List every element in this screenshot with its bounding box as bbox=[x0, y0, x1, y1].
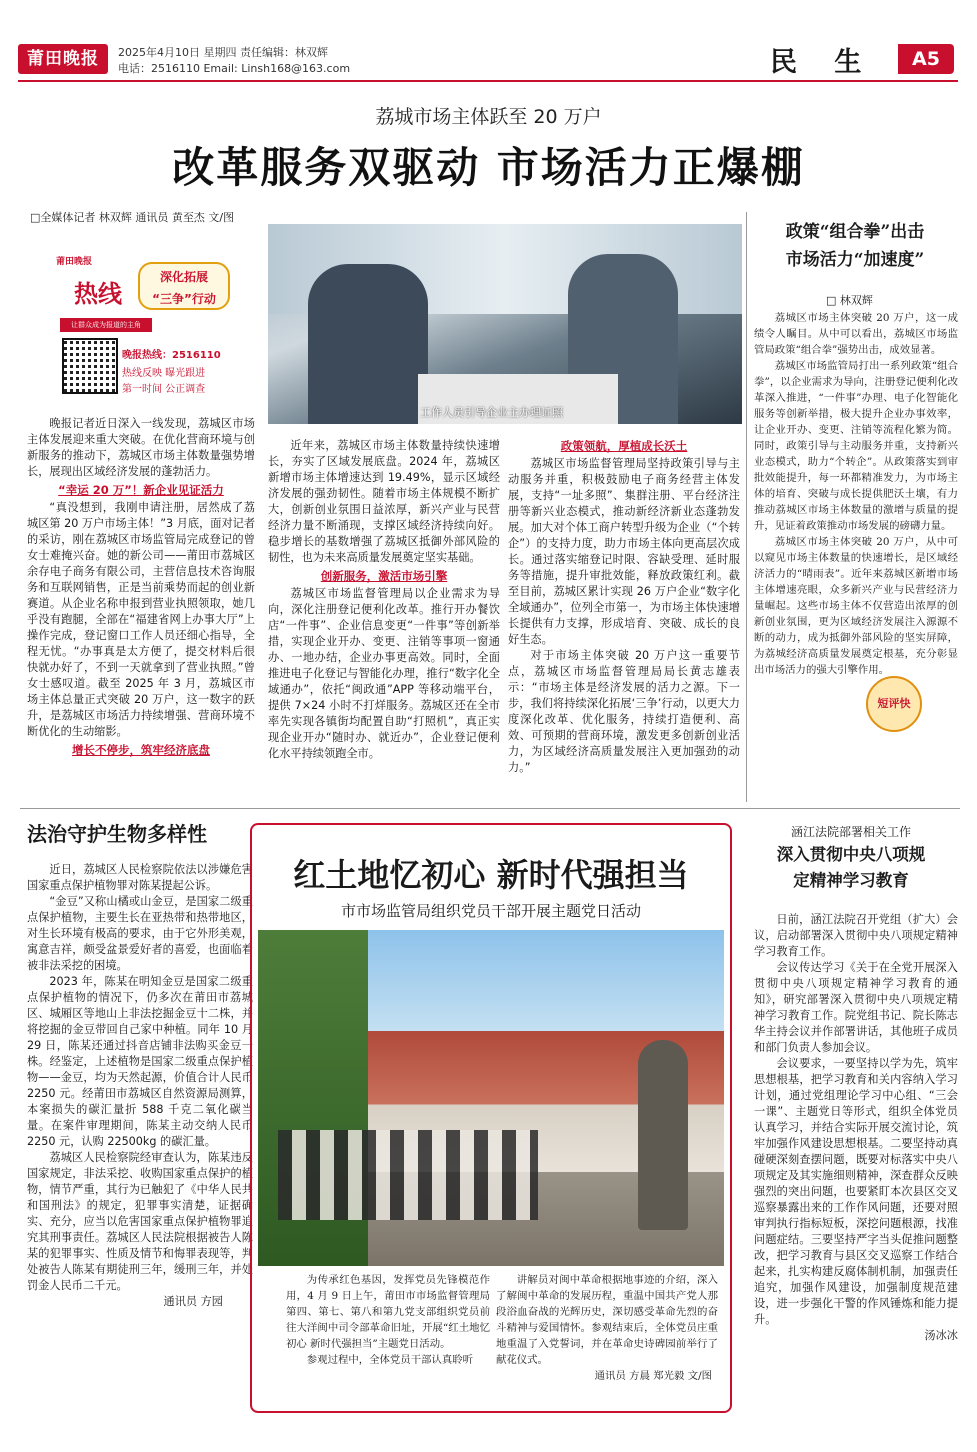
paragraph: 日前，涵江法院召开党组（扩大）会议，启动部署深入贯彻中央八项规定精神学习教育工作。 bbox=[754, 913, 958, 958]
section-name: 民 生 bbox=[770, 47, 876, 78]
hotline-phone: 晚报热线：2516110 bbox=[122, 350, 221, 361]
paragraph: 荔城区市场主体突破 20 万户，从中可以窥见市场主体数量的快速增长，是区域经济活力的“晴雨表”。近年来荔城区新增市场主体增速亮眼，众多新兴产业与民营经济力量崛起。这些市场主体不仅营造出浓厚的创新创业氛围，更为区域经济发展注入源源不断的动力，成为抵御外部风险的坚实屏障，为荔城经济高质量发展奠定根基，充分彰显出市场活力的强大引擎作用。 bbox=[754, 536, 958, 676]
article-column-1 bbox=[27, 416, 255, 758]
party-day-body-right bbox=[496, 1272, 718, 1384]
party-day-body-left bbox=[286, 1272, 490, 1368]
court-title-line2: 定精神学习教育 bbox=[793, 871, 909, 890]
court-title-line1: 深入贯彻中央八项规 bbox=[776, 845, 926, 864]
header-contact: 电话：2516110 Email: Linsh168@163.com bbox=[118, 62, 351, 75]
paragraph: 近年来，荔城区市场主体数量持续快速增长，夯实了区域发展底盘。2024 年，荔城区新增市场主体增速达到 19.49%，显示区域经济发展的强劲韧性。随着市场主体规模不断扩大，创新创业氛围日益浓厚，新兴产业与民营经济力量不断涌现，支撑区域经济持续向好。稳步增长的基数增强了荔城区抵御外部风险的韧性，也为未来高质量发展奠定坚实基础。 bbox=[268, 439, 500, 564]
paragraph: 2023 年，陈某在明知金豆是国家二级重点保护植物的情况下，仍多次在莆田市荔城区、城厢区等地山上非法挖掘金豆十二株，并将挖掘的金豆带回自己家中种植。同年 10 月 29 日，陈某还通过抖音店铺非法购买金豆一株。经鉴定，上述植物是国家二级重点保护植物——金豆，均为天然起源，价值合计人民币 2250 元。经莆田市荔城区自然资源局测算，本案损失的碳汇量折 588 千克二氧化碳当量。在案件审理期间，陈某主动交纳人民币 2250 元，认购 22500kg 的碳汇量。 bbox=[27, 975, 253, 1148]
qr-code-icon[interactable] bbox=[62, 338, 118, 394]
paragraph: 会议传达学习《关于在全党开展深入贯彻中央八项规定精神学习教育的通知》，研究部署深入贯彻中央八项规定精神学习教育工作。院党组书记、院长陈志华主持会议并作部署讲话，其他班子成员和部门负责人参加会议。 bbox=[754, 961, 958, 1054]
commentary-body bbox=[754, 310, 958, 678]
court-title bbox=[744, 842, 958, 894]
subheading-growth: 增长不停步，筑牢经济底盘 bbox=[72, 743, 210, 757]
article-column-3 bbox=[508, 438, 740, 776]
short-comment-stamp-icon: 短评快 bbox=[866, 676, 922, 732]
paragraph: 对于市场主体突破 20 万户这一重要节点，荔城区市场监督管理局局长黄志雄表示：“市场主体是经济发展的活力之源。下一步，我们将持续深化拓展‘三争’行动，以更大力度深化改革、优化服务，持续打造便利、高效、可预期的营商环境，激发更多创新创业活力，为区域经济高质量发展注入更加强劲的动力。” bbox=[508, 649, 740, 774]
commentary-title bbox=[750, 218, 960, 274]
hotline-box bbox=[56, 250, 234, 398]
biodiversity-byline: 通讯员 方园 bbox=[163, 1295, 223, 1308]
paragraph: 荔城区市场监督管理局以企业需求为导向，深化注册登记便利化改革。推行开办餐饮店“一件事”、企业信息变更“一件事”等创新举措，实现企业开办、变更、注销等事项一窗通办、一地办结，企业办事更高效。同时，全面推进电子化登记与智能化办理，推行“数字化全域通办”，依托“闽政通”APP 等移动端平台，提供 7×24 小时不打烊服务。荔城区还在全市率先实现各镇街均配置自助“打照机”，真正实现企业开办“随时办、就近办”，企业登记便利化水平持续领跑全市。 bbox=[268, 587, 500, 760]
biodiversity-body bbox=[27, 862, 253, 1310]
party-day-subtitle: 市市场监管局组织党员干部开展主题党日活动 bbox=[340, 902, 641, 920]
office-photo bbox=[268, 224, 742, 424]
column-divider bbox=[746, 212, 747, 802]
main-headline: 改革服务双驱动 市场活力正爆棚 bbox=[172, 143, 805, 192]
hotline-badge bbox=[138, 262, 230, 310]
revolution-site-photo bbox=[258, 930, 724, 1266]
paragraph: 荔城区市场监管局打出一系列政策“组合拳”，以企业需求为导向，注册登记便利化改革深入推进，“一件事”办理、电子化智能化服务等创新举措，极大提升企业办事效率，让企业开办、变更、注销等流程化繁为简。同时，政策引导与主动服务并重，支持新兴业态模式，助力“个转企”。从政策落实到审批效能提升，每一环都精准发力，为市场主体的培育、突破与成长提供肥沃土壤，有力推动荔城区市场主体数量的激增与质量的提升，见证着政策推动市场发展的磅礴力量。 bbox=[754, 360, 958, 532]
hotline-title: 热线 bbox=[74, 279, 122, 308]
article-column-2 bbox=[268, 438, 500, 762]
paragraph: “真没想到，我刚申请注册，居然成了荔城区第 20 万户市场主体！”3 月底，面对记者的采访，刚在荔城区市场监管局完成登记的曾女士难掩兴奋。她的新公司——莆田市荔城区余存电子商务有限公司，主营信息技术咨询服务和互联网销售，正是当前乘势而起的创业新赛道。从企业名称申报到营业执照领取，她几乎没有跑腿，全部在“福建省网上办事大厅”上操作完成，登记窗口工作人员还细心指导，全程无忧。“办事真是太方便了，提交材料后很快就办好了，不到一天就拿到了营业执照。”曾女士感叹道。截至 2025 年 3 月，荔城区市场主体总量正式突破 20 万户，这一数字的跃升，是荔城区市场活力持续增强、营商环境不断优化的生动缩影。 bbox=[27, 501, 256, 738]
main-kicker: 荔城市场主体跃至 20 万户 bbox=[375, 106, 602, 128]
paragraph: 荔城区人民检察院经审查认为，陈某违反国家规定，非法采挖、收购国家重点保护的植物，情节严重，其行为已触犯了《中华人民共和国刑法》的规定，犯罪事实清楚，证据确实、充分，应当以危害国家重点保护植物罪追究其刑事责任。荔城区人民法院根据被告人陈某的犯罪事实、性质及情节和悔罪表现等，判处被告人陈某有期徒刑三年，缓刑三年，并处罚金人民币二千元。 bbox=[27, 1151, 253, 1292]
masthead-logo: 莆田晚报 bbox=[18, 44, 108, 74]
commentary-author: □ 林双辉 bbox=[826, 294, 873, 307]
paragraph: 近日，荔城区人民检察院依法以涉嫌危害国家重点保护植物罪对陈某提起公诉。 bbox=[27, 863, 253, 892]
lead-paragraph: 晚报记者近日深入一线发现，荔城区市场主体发展迎来重大突破。在优化营商环境与创新服务的推动下，荔城区市场主体数量强势增长，展现出区域经济发展的蓬勃活力。 bbox=[27, 417, 255, 478]
main-byline: □全媒体记者 林双辉 通讯员 黄至杰 文/图 bbox=[30, 211, 235, 224]
party-day-byline: 通讯员 方晨 郑光毅 文/图 bbox=[594, 1370, 712, 1382]
paragraph: 为传承红色基因，发挥党员先锋模范作用，4 月 9 日上午，莆田市市场监督管理局第四、第七、第八和第九党支部组织党员前往大洋闽中司令部革命旧址，开展“红土地忆初心 新时代强担当”主题党日活动。 bbox=[286, 1274, 490, 1350]
paragraph: 荔城区市场主体突破 20 万户，这一成绩令人瞩目。从中可以看出，荔城区市场监管局政策“组合拳”强势出击，成效显著。 bbox=[754, 312, 958, 356]
commentary-title-line2: 市场活力“加速度” bbox=[785, 250, 925, 270]
paragraph: 讲解员对闽中革命根据地事迹的介绍，深入了解闽中革命的发展历程，重温中国共产党人那段浴血奋战的光辉历史，深切感受革命先烈的奋斗精神与爱国情怀。参观结束后，全体党员庄重地重温了入党誓词，并在革命史诗碑园前举行了献花仪式。 bbox=[496, 1274, 718, 1366]
header-rule bbox=[18, 80, 958, 82]
hotline-slogan-2: 第一时间 公正调查 bbox=[122, 384, 206, 395]
commentary-title-line1: 政策“组合拳”出击 bbox=[785, 222, 925, 242]
party-day-title: 红土地忆初心 新时代强担当 bbox=[293, 856, 689, 894]
hotline-sub: 让群众成为报道的主角 bbox=[60, 318, 152, 332]
subheading-innovation: 创新服务，激活市场引擎 bbox=[320, 569, 448, 583]
photo-caption: 工作人员引导企业主办理证照 bbox=[420, 406, 563, 419]
court-kicker: 涵江法院部署相关工作 bbox=[790, 825, 911, 839]
paragraph: “金豆”又称山橘或山金豆，是国家二级重点保护植物，主要生长在亚热带和热带地区，对生长环境有极高的要求，由于它外形美观，寓意吉祥，颇受盆景爱好者的喜爱，也面临着被非法采挖的困境。 bbox=[27, 895, 253, 972]
court-body bbox=[754, 912, 958, 1344]
hotline-brand: 莆田晚报 bbox=[56, 257, 93, 267]
biodiversity-title: 法治守护生物多样性 bbox=[27, 822, 207, 846]
paragraph: 会议要求，一要坚持以学为先，筑牢思想根基，把学习教育和关内容纳入学习计划，通过党组理论学习中心组、“三会一课”、主题党日等形式，组织全体党员认真学习，并结合实际开展交流讨论，筑牢加强作风建设思想根基。二要坚持动真碰硬深刻查摆问题，既要对标落实中央八项规定及其实施细则精神，深查群众反映强烈的突出问题，也要紧盯本次县区交叉巡察暴露出来的工作作风问题，还要对照审判执行指标短板，深挖问题根源，找准问题症结。三要坚持严字当头促推问题整改，把学习教育与县区交叉巡察工作结合起来，扎实构建反腐体制机制，加强责任追究，加强作风建设，加强制度规范建设，进一步强化干警的作风锤炼和能力提升。 bbox=[754, 1057, 958, 1326]
subheading-lucky: “幸运 20 万”！新企业见证活力 bbox=[58, 483, 224, 497]
page-number: A5 bbox=[898, 44, 954, 74]
court-byline: 汤冰冰 bbox=[924, 1329, 958, 1342]
subheading-policy: 政策领航，厚植成长沃土 bbox=[560, 439, 688, 453]
hotline-badge-line2: “三争”行动 bbox=[152, 292, 216, 306]
paragraph: 荔城区市场监督管理局坚持政策引导与主动服务并重，积极鼓励电子商务经营主体发展，支持“一址多照”、集群注册、平台经济注册等新兴业态模式，推动新经济新业态蓬勃发展。加大对个体工商户转型升级为企业（“个转企”）的支持力度，助力市场主体向更高层次成长。通过落实缩登记时限、容缺受理、延时服务等措施，提升审批效能，释放政策红利。截至目前，荔城区累计实现 26 万户企业“数字化全域通办”，位列全市第一，为市场主体快速增长提供有力支撑，形成培育、突破、成长的良好生态。 bbox=[508, 457, 740, 646]
hotline-slogan-1: 热线反映 曝光跟进 bbox=[122, 368, 206, 379]
paragraph: 参观过程中，全体党员干部认真聆听 bbox=[306, 1354, 474, 1366]
section-divider bbox=[20, 808, 960, 809]
header-date-editor: 2025年4月10日 星期四 责任编辑：林双辉 bbox=[118, 46, 328, 59]
hotline-badge-line1: 深化拓展 bbox=[159, 270, 208, 284]
